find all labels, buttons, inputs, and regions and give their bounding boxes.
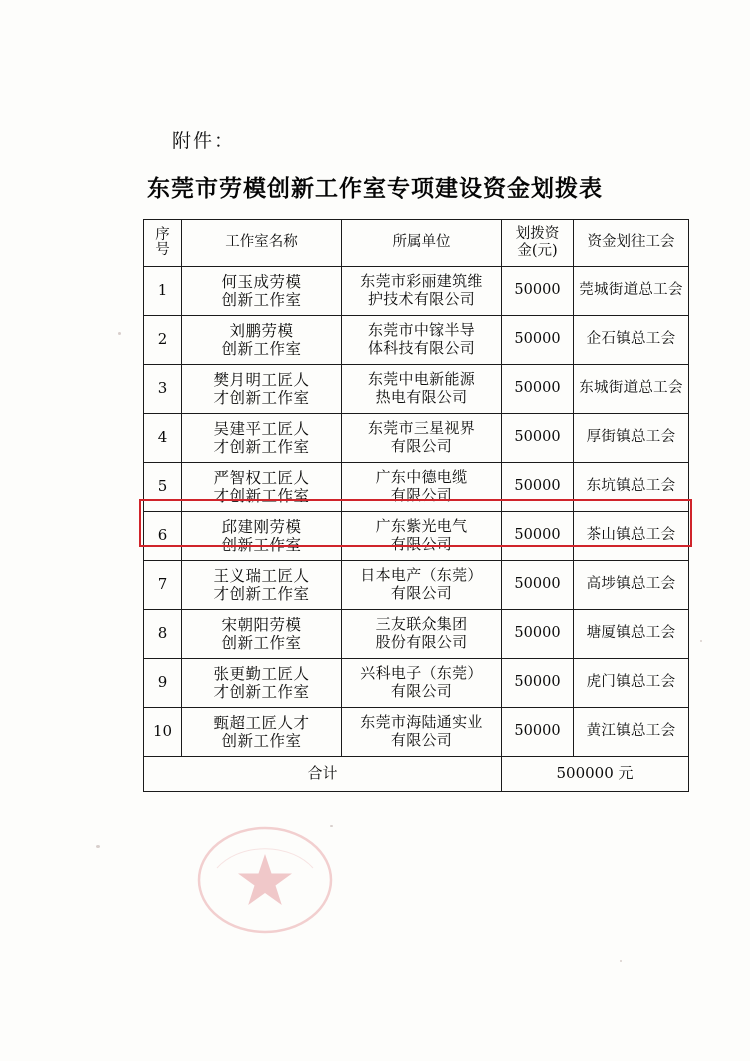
cell-unit-line2: 有限公司 xyxy=(390,682,453,700)
cell-studio-line1: 甄超工匠人才 xyxy=(213,713,310,732)
column-header-amount xyxy=(502,220,574,267)
cell-no: 6 xyxy=(144,512,182,561)
cell-unit-line2: 有限公司 xyxy=(390,486,453,504)
cell-studio-line1: 刘鹏劳模 xyxy=(229,321,294,340)
cell-unit xyxy=(342,267,502,316)
cell-studio xyxy=(182,414,342,463)
cell-studio-line2: 才创新工作室 xyxy=(213,683,310,701)
table-row-highlighted xyxy=(144,512,689,561)
cell-unit xyxy=(342,708,502,757)
column-header-no-line1: 序 xyxy=(155,226,170,243)
cell-amount: 50000 xyxy=(502,561,574,610)
cell-unit-line1: 东莞市彩丽建筑维 xyxy=(360,272,483,291)
cell-unit-line1: 三友联众集团 xyxy=(375,615,468,634)
column-header-no-line2: 号 xyxy=(155,242,170,258)
cell-unit-line1: 东莞市三星视界 xyxy=(367,419,476,438)
cell-union: 东坑镇总工会 xyxy=(574,463,689,512)
cell-unit-line1: 广东中德电缆 xyxy=(375,468,468,487)
cell-unit-line1: 东莞中电新能源 xyxy=(367,370,476,389)
cell-unit-line2: 热电有限公司 xyxy=(375,388,468,406)
cell-unit xyxy=(342,512,502,561)
official-seal-stamp xyxy=(185,820,345,940)
cell-studio xyxy=(182,708,342,757)
cell-unit-line2: 有限公司 xyxy=(390,584,453,602)
cell-unit-line2: 有限公司 xyxy=(390,731,453,749)
cell-amount: 50000 xyxy=(502,414,574,463)
cell-studio-line2: 创新工作室 xyxy=(221,340,302,358)
table-row xyxy=(144,659,689,708)
cell-studio-line1: 樊月明工匠人 xyxy=(213,370,310,389)
cell-no: 1 xyxy=(144,267,182,316)
cell-studio-line2: 创新工作室 xyxy=(221,732,302,750)
cell-union: 塘厦镇总工会 xyxy=(574,610,689,659)
cell-union: 茶山镇总工会 xyxy=(574,512,689,561)
column-header-studio: 工作室名称 xyxy=(182,220,342,267)
cell-union: 厚街镇总工会 xyxy=(574,414,689,463)
cell-studio xyxy=(182,561,342,610)
table-row xyxy=(144,316,689,365)
cell-unit-line2: 体科技有限公司 xyxy=(367,339,476,357)
cell-unit-line1: 东莞市中镓半导 xyxy=(367,321,476,340)
cell-studio-line1: 严智权工匠人 xyxy=(213,468,310,487)
cell-unit-line2: 有限公司 xyxy=(390,535,453,553)
table-row xyxy=(144,708,689,757)
cell-studio-line1: 张更勤工匠人 xyxy=(213,664,310,683)
cell-studio xyxy=(182,267,342,316)
cell-studio-line2: 才创新工作室 xyxy=(213,389,310,407)
cell-studio xyxy=(182,512,342,561)
table-row xyxy=(144,561,689,610)
cell-unit-line1: 兴科电子（东莞） xyxy=(360,664,483,683)
cell-amount: 50000 xyxy=(502,708,574,757)
table-row xyxy=(144,610,689,659)
cell-amount: 50000 xyxy=(502,267,574,316)
cell-amount: 50000 xyxy=(502,659,574,708)
column-header-no xyxy=(144,220,182,267)
cell-no: 5 xyxy=(144,463,182,512)
table-row xyxy=(144,414,689,463)
cell-unit xyxy=(342,365,502,414)
column-header-amount-line2: 金(元) xyxy=(517,243,558,259)
cell-unit xyxy=(342,561,502,610)
cell-union: 虎门镇总工会 xyxy=(574,659,689,708)
attachment-label: 附件： xyxy=(172,130,236,152)
cell-unit-line1: 东莞市海陆通实业 xyxy=(360,713,483,732)
table-row xyxy=(144,365,689,414)
cell-unit-line1: 广东紫光电气 xyxy=(375,517,468,536)
table-row xyxy=(144,267,689,316)
cell-studio xyxy=(182,463,342,512)
cell-studio xyxy=(182,610,342,659)
cell-studio-line1: 何玉成劳模 xyxy=(221,272,302,291)
cell-union: 企石镇总工会 xyxy=(574,316,689,365)
column-header-unit: 所属单位 xyxy=(342,220,502,267)
cell-unit-line2: 股份有限公司 xyxy=(375,633,468,651)
cell-amount: 50000 xyxy=(502,610,574,659)
column-header-amount-line1: 划拨资 xyxy=(515,225,560,242)
total-label: 合计 xyxy=(144,757,502,792)
cell-no: 8 xyxy=(144,610,182,659)
cell-studio-line1: 宋朝阳劳模 xyxy=(221,615,302,634)
cell-unit xyxy=(342,659,502,708)
cell-no: 3 xyxy=(144,365,182,414)
total-amount: 500000 元 xyxy=(502,757,689,792)
cell-union: 莞城街道总工会 xyxy=(574,267,689,316)
cell-studio-line2: 创新工作室 xyxy=(221,634,302,652)
cell-amount: 50000 xyxy=(502,463,574,512)
cell-studio xyxy=(182,365,342,414)
cell-no: 9 xyxy=(144,659,182,708)
cell-no: 10 xyxy=(144,708,182,757)
cell-no: 4 xyxy=(144,414,182,463)
cell-studio-line2: 才创新工作室 xyxy=(213,438,310,456)
cell-unit xyxy=(342,463,502,512)
cell-studio-line2: 才创新工作室 xyxy=(213,585,310,603)
cell-union: 高埗镇总工会 xyxy=(574,561,689,610)
cell-unit-line2: 护技术有限公司 xyxy=(367,290,476,308)
cell-studio-line1: 王义瑞工匠人 xyxy=(213,566,310,585)
cell-studio xyxy=(182,659,342,708)
cell-amount: 50000 xyxy=(502,365,574,414)
page-title: 东莞市劳模创新工作室专项建设资金划拨表 xyxy=(147,175,603,202)
cell-amount: 50000 xyxy=(502,316,574,365)
cell-unit-line1: 日本电产（东莞） xyxy=(360,566,483,585)
cell-unit xyxy=(342,610,502,659)
cell-studio-line2: 创新工作室 xyxy=(221,536,302,554)
cell-union: 东城街道总工会 xyxy=(574,365,689,414)
fund-allocation-table xyxy=(143,219,689,792)
cell-unit xyxy=(342,414,502,463)
cell-studio-line2: 创新工作室 xyxy=(221,291,302,309)
column-header-union: 资金划往工会 xyxy=(574,220,689,267)
cell-union: 黄江镇总工会 xyxy=(574,708,689,757)
cell-no: 2 xyxy=(144,316,182,365)
cell-studio-line1: 吴建平工匠人 xyxy=(213,419,310,438)
table-header-row xyxy=(144,220,689,267)
cell-studio xyxy=(182,316,342,365)
cell-studio-line1: 邱建刚劳模 xyxy=(221,517,302,536)
cell-no: 7 xyxy=(144,561,182,610)
cell-unit-line2: 有限公司 xyxy=(390,437,453,455)
cell-amount: 50000 xyxy=(502,512,574,561)
cell-studio-line2: 才创新工作室 xyxy=(213,487,310,505)
cell-unit xyxy=(342,316,502,365)
table-row xyxy=(144,463,689,512)
table-total-row xyxy=(144,757,689,792)
